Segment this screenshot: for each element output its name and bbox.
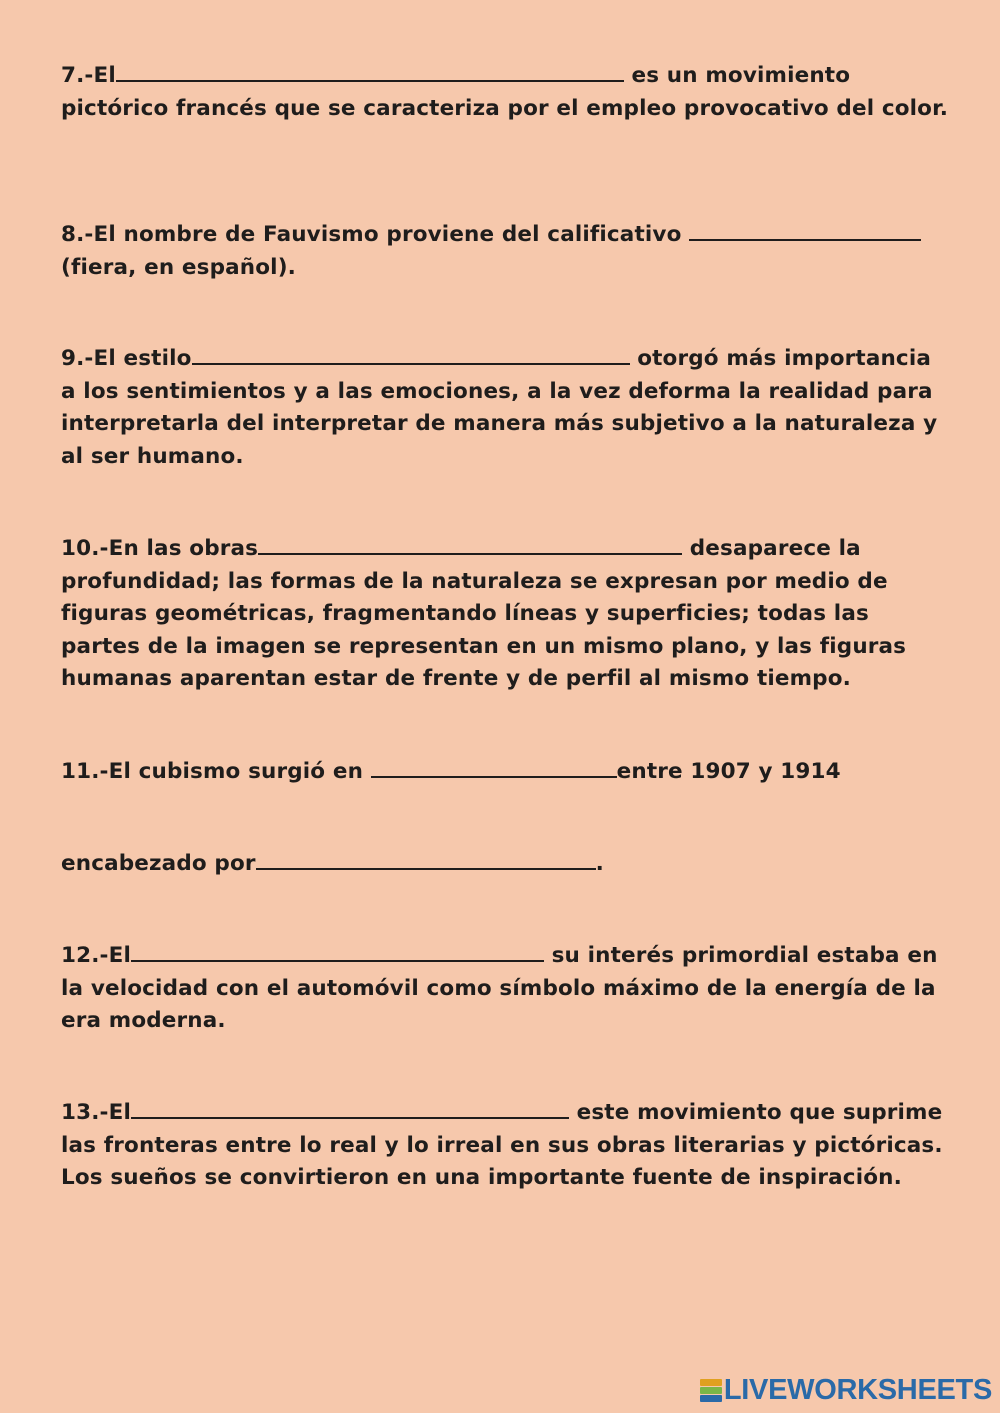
answer-blank-13[interactable] [131, 1095, 569, 1119]
liveworksheets-logo [700, 1374, 992, 1407]
answer-blank-11b[interactable] [256, 846, 596, 870]
question-8 [61, 217, 951, 284]
question-10-text: desaparece la profundidad; las formas de la naturaleza se expresan por medio de figuras geométricas, fragmentando líneas y superficies; todas las partes de la imagen se representan en un mismo plano, y las figuras humanas aparentan estar de frente y de perfil al mismo tiempo. [61, 536, 907, 691]
liveworksheets-wordmark: LIVEWORKSHEETS [723, 1374, 992, 1406]
question-11-text: 11.-El cubismo surgió en [61, 759, 371, 784]
question-11-cont-tail: . [595, 851, 604, 876]
question-12-text: su interés primordial estaba en la velocidad con el automóvil como símbolo máximo de la energía de la era moderna. [61, 943, 938, 1033]
question-12 [61, 938, 951, 1038]
answer-blank-11a[interactable] [371, 754, 617, 778]
question-10-prefix: 10.-En las obras [61, 536, 259, 561]
question-8-text: 8.-El nombre de Fauvismo proviene del calificativo [61, 222, 690, 247]
answer-blank-9[interactable] [192, 341, 630, 365]
question-11 [61, 754, 951, 789]
answer-blank-12[interactable] [131, 938, 544, 962]
question-13-prefix: 13.-El [61, 1100, 131, 1125]
question-11-tail: entre 1907 y 1914 [616, 759, 841, 784]
answer-blank-10[interactable] [258, 531, 682, 555]
question-9-prefix: 9.-El estilo [61, 346, 192, 371]
question-9-text: otorgó más importancia a los sentimientos y a las emociones, a la vez deforma la realidad para interpretarla del interpretar de manera más subjetivo a la naturaleza y al ser humano. [61, 346, 938, 469]
question-10 [61, 531, 951, 696]
question-7-prefix: 7.-El [61, 63, 116, 88]
question-7-text: es un movimiento pictórico francés que se caracteriza por el empleo provocativo del color. [61, 63, 949, 121]
answer-blank-7[interactable] [116, 58, 624, 82]
question-13-text: este movimiento que suprime las fronteras entre lo real y lo irreal en sus obras literarias y pictóricas. Los sueños se convirtieron en una importante fuente de inspiración. [61, 1100, 943, 1190]
question-8-tail: (fiera, en español). [61, 254, 296, 280]
question-11-cont [61, 846, 951, 881]
answer-blank-8[interactable] [689, 217, 921, 241]
liveworksheets-icon [700, 1379, 722, 1403]
question-9 [61, 341, 951, 473]
question-12-prefix: 12.-El [61, 943, 131, 968]
question-7 [61, 58, 951, 125]
question-11-cont-text: encabezado por [61, 851, 256, 876]
question-13 [61, 1095, 951, 1195]
